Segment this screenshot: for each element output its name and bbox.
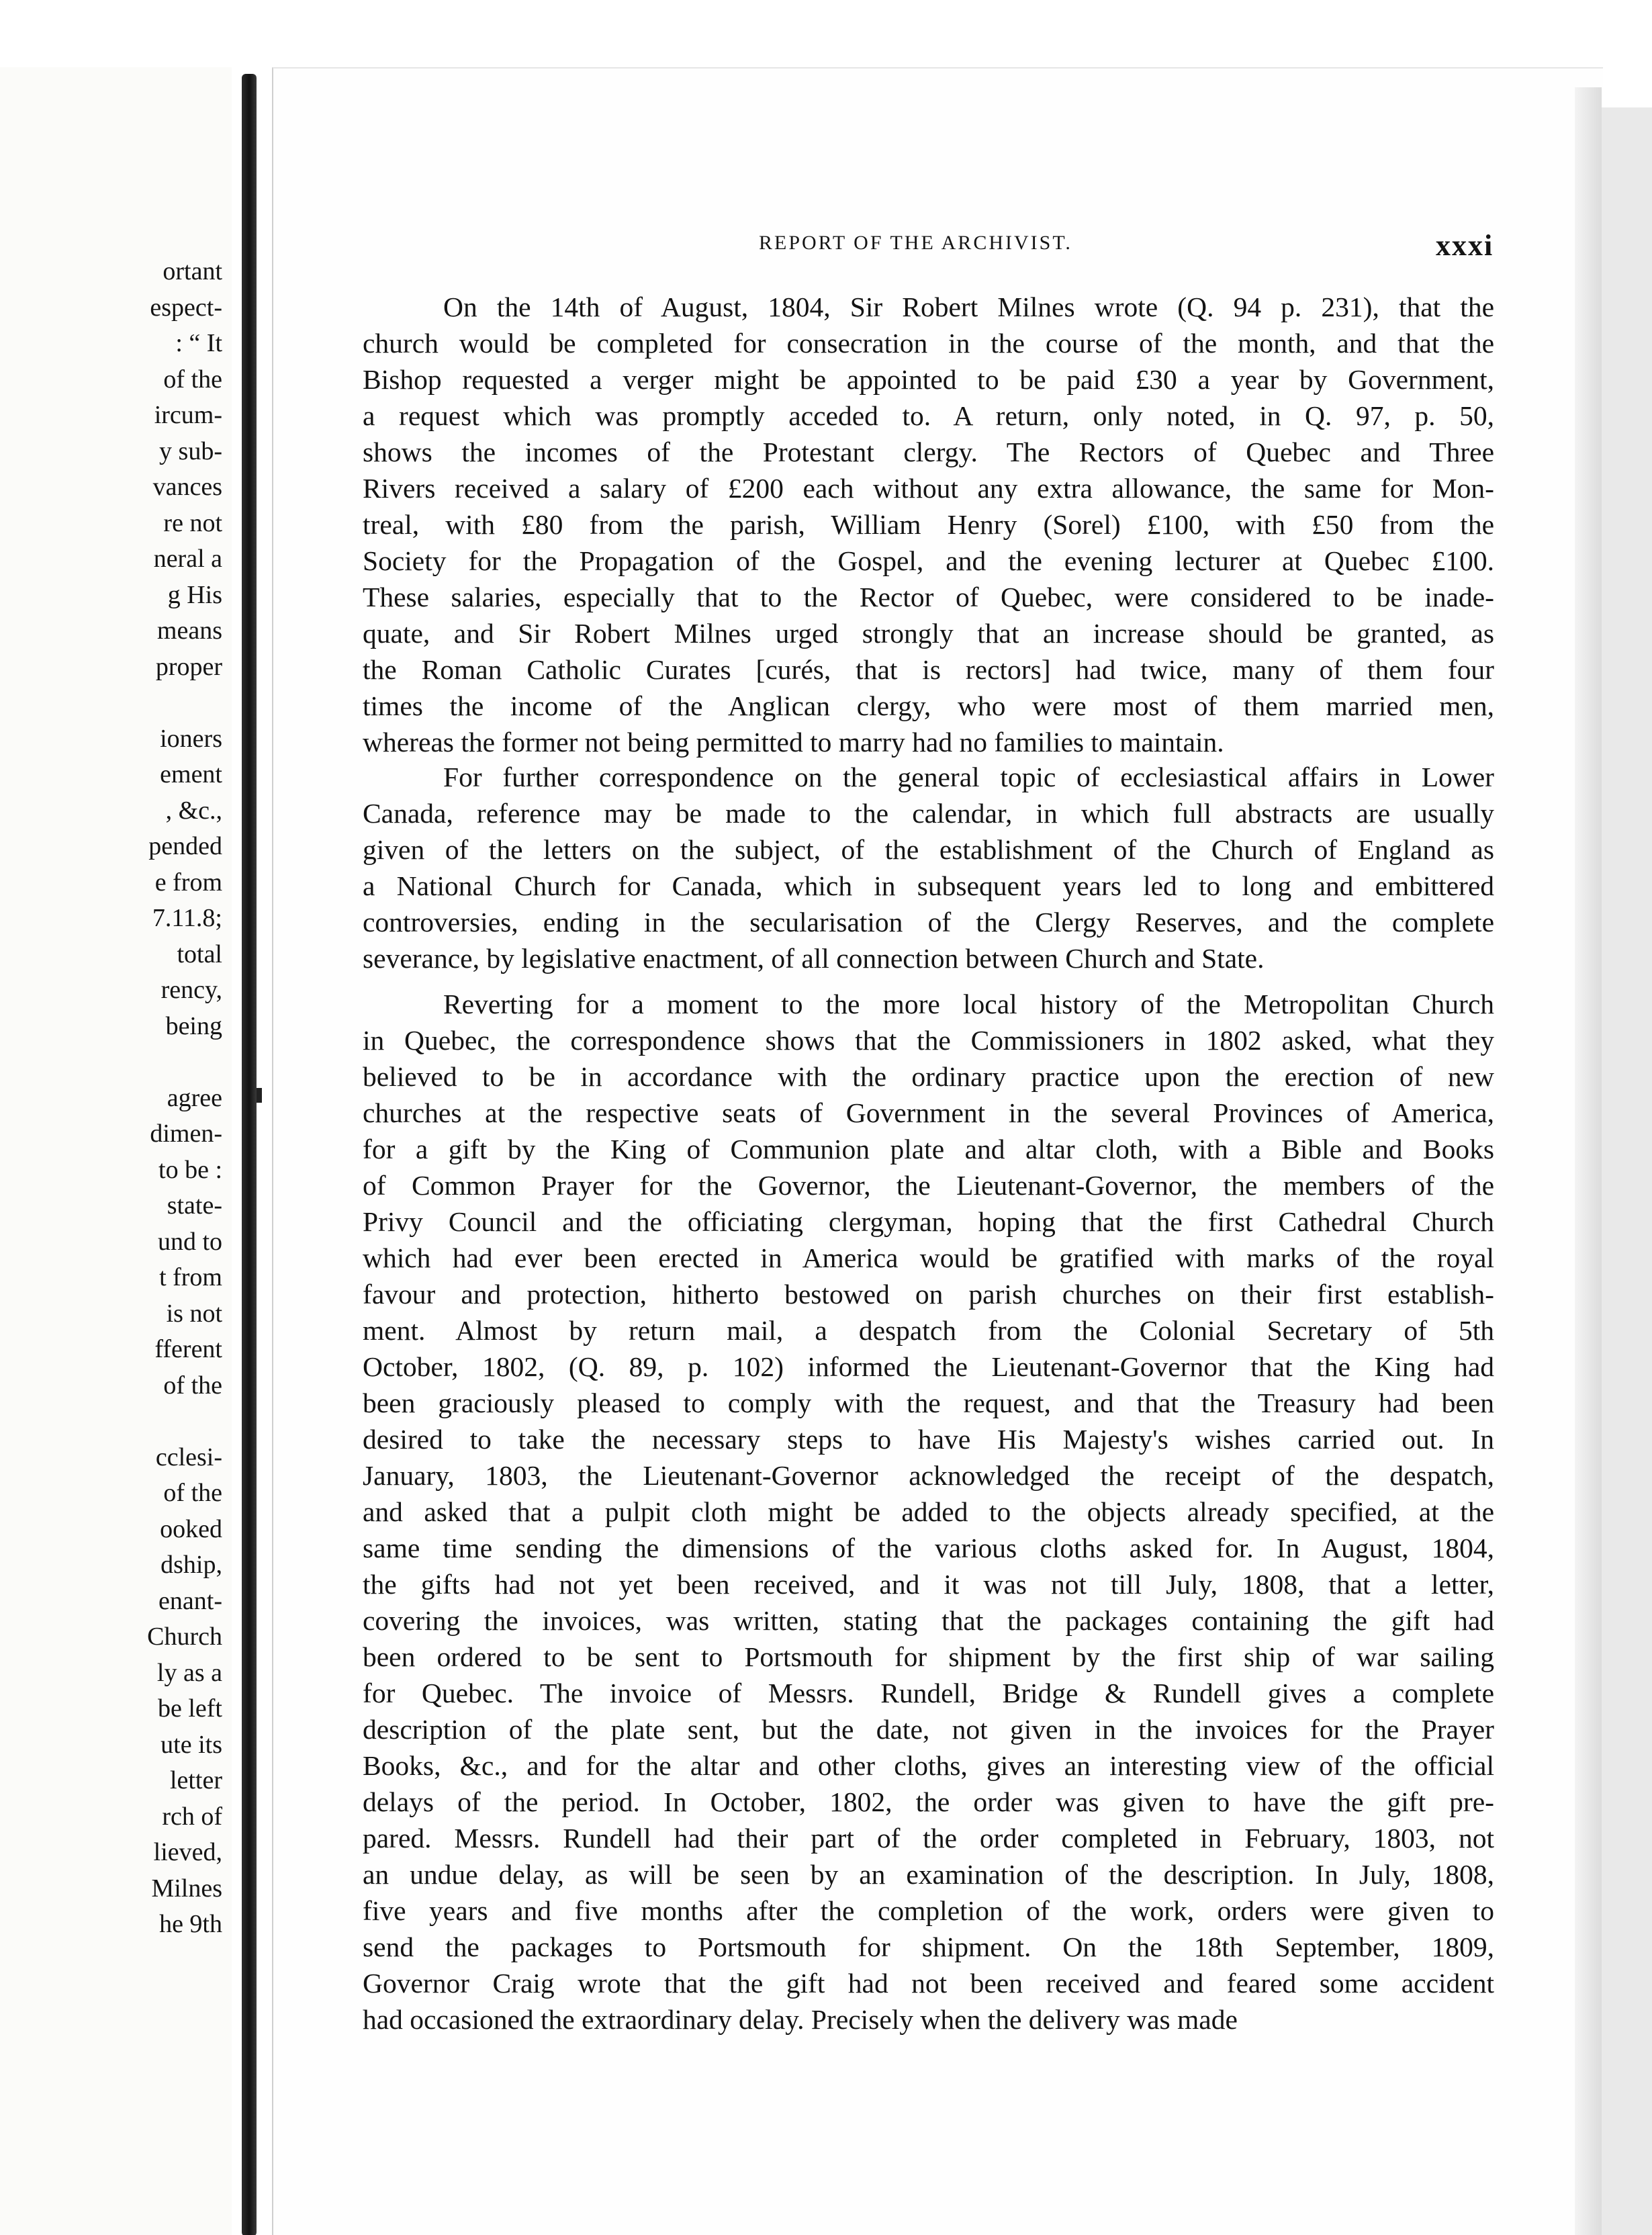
text-line: church would be completed for consecration in the course of the month, and that the xyxy=(363,328,1494,359)
text-line: same time sending the dimensions of the various cloths asked for. In August, 1804, xyxy=(363,1533,1494,1563)
text-line: for a gift by the King of Communion plate and altar cloth, with a Bible and Books xyxy=(363,1134,1494,1165)
paragraph-1 xyxy=(363,289,1494,760)
left-page-line: ioners xyxy=(160,724,222,753)
left-page-line: g His xyxy=(167,580,222,609)
left-page-line: , &c., xyxy=(165,796,222,825)
left-page-line: enant- xyxy=(158,1586,222,1615)
left-page-line: und to xyxy=(157,1227,222,1256)
scan-background-right xyxy=(1602,107,1652,2235)
left-page-line: be left xyxy=(157,1694,222,1723)
left-page-line: of the xyxy=(163,365,222,394)
left-page-line: he 9th xyxy=(159,1910,222,1938)
left-page-line: ortant xyxy=(163,257,222,285)
left-page-line: being xyxy=(165,1011,222,1040)
text-line: the gifts had not yet been received, and it was not till July, 1808, that a letter, xyxy=(363,1569,1494,1600)
text-line: of Common Prayer for the Governor, the Lieutenant-Governor, the members of the xyxy=(363,1170,1494,1201)
left-page-line: fferent xyxy=(154,1335,222,1363)
left-page-line: of the xyxy=(163,1479,222,1507)
left-page-line: cclesi- xyxy=(155,1443,222,1471)
left-page-line: rency, xyxy=(160,976,222,1004)
running-head: REPORT OF THE ARCHIVIST. xyxy=(759,232,1072,254)
text-line: a National Church for Canada, which in subsequent years led to long and embittered xyxy=(363,870,1494,901)
left-page-line: pended xyxy=(148,832,222,860)
text-line: controversies, ending in the secularisation of the Clergy Reserves, and the complete xyxy=(363,907,1494,938)
left-page-line: ly as a xyxy=(156,1658,222,1687)
left-page-line: re not xyxy=(163,508,222,537)
paragraph-2 xyxy=(363,759,1494,976)
text-line: ment. Almost by return mail, a despatch from the Colonial Secretary of 5th xyxy=(363,1315,1494,1346)
text-line: quate, and Sir Robert Milnes urged strongly that an increase should be granted, as xyxy=(363,618,1494,649)
text-line: pared. Messrs. Rundell had their part of the order completed in February, 1803, not xyxy=(363,1823,1494,1854)
binding-mark xyxy=(257,1088,262,1103)
left-page-line: rch of xyxy=(162,1802,222,1831)
text-line: Reverting for a moment to the more local history of the Metropolitan Church xyxy=(443,989,1494,1019)
left-page-line: state- xyxy=(167,1191,222,1220)
text-line: desired to take the necessary steps to have His Majesty's wishes carried out. In xyxy=(363,1424,1494,1455)
text-line: favour and protection, hitherto bestowed on parish churches on their first establish- xyxy=(363,1279,1494,1310)
left-page-line: vances xyxy=(152,473,222,501)
left-page-line: total xyxy=(177,940,222,968)
left-page-line: Church xyxy=(147,1623,222,1651)
left-page-line: t from xyxy=(159,1263,222,1291)
text-line: believed to be in accordance with the ordinary practice upon the erection of new xyxy=(363,1061,1494,1092)
left-page-line: lieved, xyxy=(153,1838,222,1866)
text-line: severance, by legislative enactment, of all connection between Church and State. xyxy=(363,943,1265,974)
text-line: Books, &c., and for the altar and other cloths, gives an interesting view of the official xyxy=(363,1750,1494,1781)
left-page-line: to be : xyxy=(158,1155,222,1184)
text-line: These salaries, especially that to the Rector of Quebec, were considered to be inade- xyxy=(363,582,1494,612)
text-line: January, 1803, the Lieutenant-Governor acknowledged the receipt of the despatch, xyxy=(363,1460,1494,1491)
text-line: which had ever been erected in America would be gratified with marks of the royal xyxy=(363,1242,1494,1273)
text-line: churches at the respective seats of Government in the several Provinces of America, xyxy=(363,1097,1494,1128)
text-line: description of the plate sent, but the date, not given in the invoices for the Prayer xyxy=(363,1714,1494,1745)
text-line: Bishop requested a verger might be appointed to be paid £30 a year by Government, xyxy=(363,364,1494,395)
left-page-line: neral a xyxy=(153,545,222,573)
text-line: delays of the period. In October, 1802, the order was given to have the gift pre- xyxy=(363,1786,1494,1817)
left-page-line: dship, xyxy=(160,1551,222,1579)
text-line: an undue delay, as will be seen by an examination of the description. In July, 1808, xyxy=(363,1859,1494,1890)
left-page-line: ircum- xyxy=(154,401,222,429)
text-line: Rivers received a salary of £200 each without any extra allowance, the same for Mon- xyxy=(363,473,1494,504)
page-edge-right xyxy=(1575,87,1602,2235)
left-page-line: espect- xyxy=(150,293,222,322)
left-page-line: y sub- xyxy=(159,437,222,465)
text-line: On the 14th of August, 1804, Sir Robert Milnes wrote (Q. 94 p. 231), that the xyxy=(443,291,1494,322)
left-page-line: means xyxy=(156,617,222,645)
text-line: treal, with £80 from the parish, William Henry (Sorel) £100, with £50 from the xyxy=(363,509,1494,540)
text-line: send the packages to Portsmouth for shipment. On the 18th September, 1809, xyxy=(363,1931,1494,1962)
text-line: Privy Council and the officiating clergyman, hoping that the first Cathedral Church xyxy=(363,1206,1494,1237)
left-page-line: 7.11.8; xyxy=(152,904,222,932)
text-line: Canada, reference may be made to the calendar, in which full abstracts are usually xyxy=(363,798,1494,829)
text-line: October, 1802, (Q. 89, p. 102) informed the Lieutenant-Governor that the King had xyxy=(363,1351,1494,1382)
left-page-line: ute its xyxy=(160,1730,222,1759)
left-page-line: ement xyxy=(160,760,222,788)
text-line: For further correspondence on the general topic of ecclesiastical affairs in Lower xyxy=(443,762,1494,792)
binding-shadow xyxy=(242,74,257,2235)
left-page-line: dimen- xyxy=(150,1120,222,1148)
text-line: Society for the Propagation of the Gospel, and the evening lecturer at Quebec £100. xyxy=(363,545,1494,576)
text-line: had occasioned the extraordinary delay. Precisely when the delivery was made xyxy=(363,2004,1238,2035)
left-page-line: ooked xyxy=(160,1514,222,1543)
text-line: a request which was promptly acceded to. A return, only noted, in Q. 97, p. 50, xyxy=(363,400,1494,431)
text-line: given of the letters on the subject, of the establishment of the Church of England as xyxy=(363,834,1494,865)
text-line: times the income of the Anglican clergy, who were most of them married men, xyxy=(363,690,1494,721)
left-page-line: is not xyxy=(166,1299,222,1328)
left-page-line: Milnes xyxy=(151,1874,222,1903)
text-line: for Quebec. The invoice of Messrs. Rundell, Bridge & Rundell gives a complete xyxy=(363,1678,1494,1708)
text-line: covering the invoices, was written, stating that the packages containing the gift had xyxy=(363,1605,1494,1636)
left-page-line: : “ It xyxy=(175,329,222,357)
text-line: Governor Craig wrote that the gift had not been received and feared some accident xyxy=(363,1968,1494,1999)
text-line: shows the incomes of the Protestant clergy. The Rectors of Quebec and Three xyxy=(363,437,1494,467)
text-line: been graciously pleased to comply with the request, and that the Treasury had been xyxy=(363,1387,1494,1418)
text-line: five years and five months after the completion of the work, orders were given to xyxy=(363,1895,1494,1926)
text-line: the Roman Catholic Curates [curés, that is rectors] had twice, many of them four xyxy=(363,654,1494,685)
text-line: been ordered to be sent to Portsmouth for shipment by the first ship of war sailing xyxy=(363,1641,1494,1672)
page-number: xxxi xyxy=(1436,229,1494,262)
text-line: in Quebec, the correspondence shows that the Commissioners in 1802 asked, what they xyxy=(363,1025,1494,1056)
left-page-line: letter xyxy=(169,1766,222,1794)
text-line: whereas the former not being permitted to marry had no families to maintain. xyxy=(363,727,1224,758)
facing-page-left xyxy=(0,67,233,2235)
left-page-line: agree xyxy=(167,1083,222,1112)
paragraph-3 xyxy=(363,986,1494,2038)
left-page-line: proper xyxy=(155,652,222,681)
left-page-line: of the xyxy=(163,1371,222,1400)
left-page-line: e from xyxy=(154,868,222,897)
text-line: and asked that a pulpit cloth might be added to the objects already specified, at the xyxy=(363,1496,1494,1527)
